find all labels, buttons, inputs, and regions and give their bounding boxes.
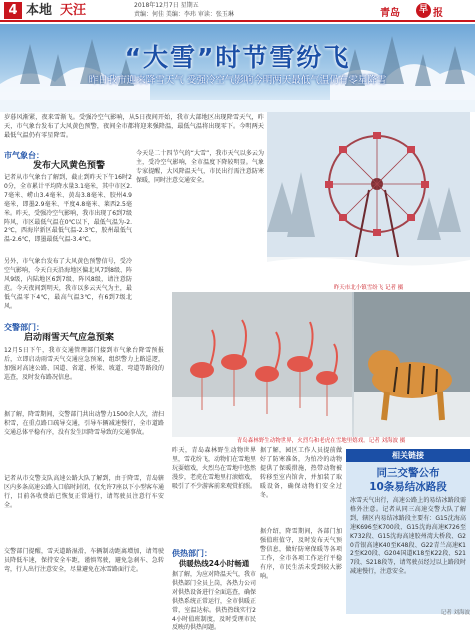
issue-date: 2018年12月7日 星期五 xyxy=(134,2,199,9)
sidebar-title-line1: 同三交警公布 xyxy=(376,467,440,479)
page-header xyxy=(0,0,475,22)
logo-mark: 早 xyxy=(416,3,431,18)
sidebar-title-line2: 10条易结冰路段 xyxy=(369,481,447,493)
col3-p2: 据介绍，降雪期间，各部门加强值班值守，及时发布天气预警信息，做好防寒保暖等各项工作，全市各项工作运行平稳有序，市民生活未受到较大影响。 xyxy=(260,528,342,580)
intro-paragraph: 岁暮风渐紧，夜来雪渐飞。受强冷空气影响，从5日夜间开始，我市大部地区出现降雪天气，昨天，市气象台发布了大风黄色预警，夜间全市都将迎来强降温，最低气温将出现零下。今明两天最低气温仍有零星降雪。 xyxy=(4,114,264,139)
related-links-header: 相关链接 xyxy=(346,449,470,462)
section-subname: 天汪 xyxy=(60,3,87,18)
sec2-p4: 交警部门提醒，雪天道路湿滑，车辆制动距离增加，请驾驶员降低车速，保持安全车距，谨慎驾驶，避免急刹车、急转弯，行人出行注意安全，尽量避免在冰雪路面行走。 xyxy=(4,548,164,573)
section-name: 本地 xyxy=(26,3,53,18)
page-number: 4 xyxy=(4,2,22,19)
ferris-wheel-photo xyxy=(267,112,470,284)
sec1-label: 市气象台： xyxy=(4,151,44,160)
sec1-p2: 另外，市气象台发布了大风黄色预警信号，受冷空气影响，今天白天沿海地区偏北风7到8级、阵风9级，内陆地区6到7级、阵风8级，请注意防范。今天夜间到明天，我市以多云天气为主，最低气温零下4℃，最高气温3℃，有6到7级北风。 xyxy=(4,258,132,310)
sidebar-body: 冰雪天气出行，高速公路上的易结冰路段需格外注意。记者从同三高速交警大队了解到，辖区内易结冰路段主要有：G15沈海高速K696至K700段、G15沈海高速K726至K732段、G15沈海高速胶州湾大桥段、G20青银高速K40至K48段、G22青兰高速K12至K20段、G204国道K18至K22段、S217段、S218段等，请驾驶员经过以上路段时减速慢行，注意安全。 xyxy=(350,497,466,576)
sec3-title: 供暖热线24小时畅通 xyxy=(178,559,250,568)
snow-banner xyxy=(0,24,475,112)
sec1-p3: 今天是二十四节气的“大雪”，我市天气以多云为主，受冷空气影响，全市温度下降较明显。气象专家提醒，大风降温天气，市民出行需注意防寒保暖，同时注意交通安全。 xyxy=(136,150,264,184)
sec2-p3: 记者从市交警支队高速公路大队了解到，由于降雪，青岛辖区内多条高速公路入口临时封闭，仅允许7座以下小型客车通行，目前各收费站已恢复正常通行，请驾驶员注意行车安全。 xyxy=(4,475,164,509)
flamingo-tiger-image xyxy=(172,292,470,437)
zoo-animals-photo xyxy=(172,292,470,437)
main-headline: “大雪”时节雪纷飞 xyxy=(124,43,351,72)
sec1-p1: 记者从市气象台了解到，截止到昨天下午16时20分，全市累计平均降水量3.1毫米，其中市区2.7毫米、崂山3.4毫米、黄岛3.8毫米、胶州4.9毫米，即墨2.9毫米、平度4.8毫米、莱西2.5毫米。昨天，受强冷空气影响，我市出现了6到7级阵风，市区最低气温在0℃以下，最低气温为-2.2℃，西海岸新区最低气温-2.3℃，胶州最低气温-2.6℃，即墨最低气温-3.4℃。 xyxy=(4,174,132,244)
photo1-caption: 昨天市北小镇雪纷飞 记者 摄 xyxy=(333,285,404,291)
col2-upper-text: 昨天，青岛森林野生动物世界里，雪花纷飞，动物们在雪地里玩耍嬉戏，火烈鸟在雪地中悠然漫步，老虎在雪地里打滚嬉戏，吸引了不少游客前来观赏拍照。 xyxy=(172,447,257,490)
ferris-wheel-image xyxy=(267,112,470,284)
sec2-p2: 据了解，降雪期间，交警部门共出动警力1500余人次，清扫积雪，在重点路口疏导交通，引导车辆减速慢行，全市道路交通总体平稳有序，没有发生因降雪导致的交通事故。 xyxy=(4,411,164,436)
col3-p1: 据了解，园区工作人员提前做好了防寒准备，为怕冷的动物提供了保暖措施，热带动物被转移至室内馆舍，并加装了取暖设备，确保动物们安全过冬。 xyxy=(260,447,342,499)
sec2-title: 启动雨雪天气应急预案 xyxy=(23,333,114,343)
editor-credits: 责编：何佳 美编：李玮 审读：张玉琳 xyxy=(134,11,234,18)
photo2-caption: 青岛森林野生动物世界，火烈鸟和老虎在雪地里嬉戏。记者 刘海波 摄 xyxy=(236,438,406,444)
logo-text-right: 报 xyxy=(433,8,443,19)
sec3-label: 供热部门： xyxy=(172,549,212,558)
sub-headline: 昨日我市迎来降雪天气 受强冷空气影响今明两天最低气温仍有零星降雪 xyxy=(88,75,387,86)
sec1-title: 发布大风黄色预警 xyxy=(32,161,105,171)
sec2-label: 交警部门： xyxy=(4,323,44,332)
sidebar-credit: 记者 刘海波 xyxy=(440,610,470,616)
sec2-p1: 12月5日下午，我市交通管理部门接到市气象台降雪预报后，立即启动雨雪天气交通应急预案，组织警力上路巡逻，加强对高速公路、国道、省道、桥梁、坡道、弯道等路段的巡查，及时发布路况信息。 xyxy=(4,347,164,381)
newspaper-logo xyxy=(380,3,470,19)
logo-text-left: 青岛 xyxy=(380,8,400,19)
sec3-p1: 据了解，为应对降温天气，我市供热部门全员上岗，各热力公司对供热设备进行全面巡查，确保供热系统正常运行，全市供暖正常，室温达标。供热热线实行24小时值班制度，及时受理市民反映的供热问题。 xyxy=(172,571,257,632)
